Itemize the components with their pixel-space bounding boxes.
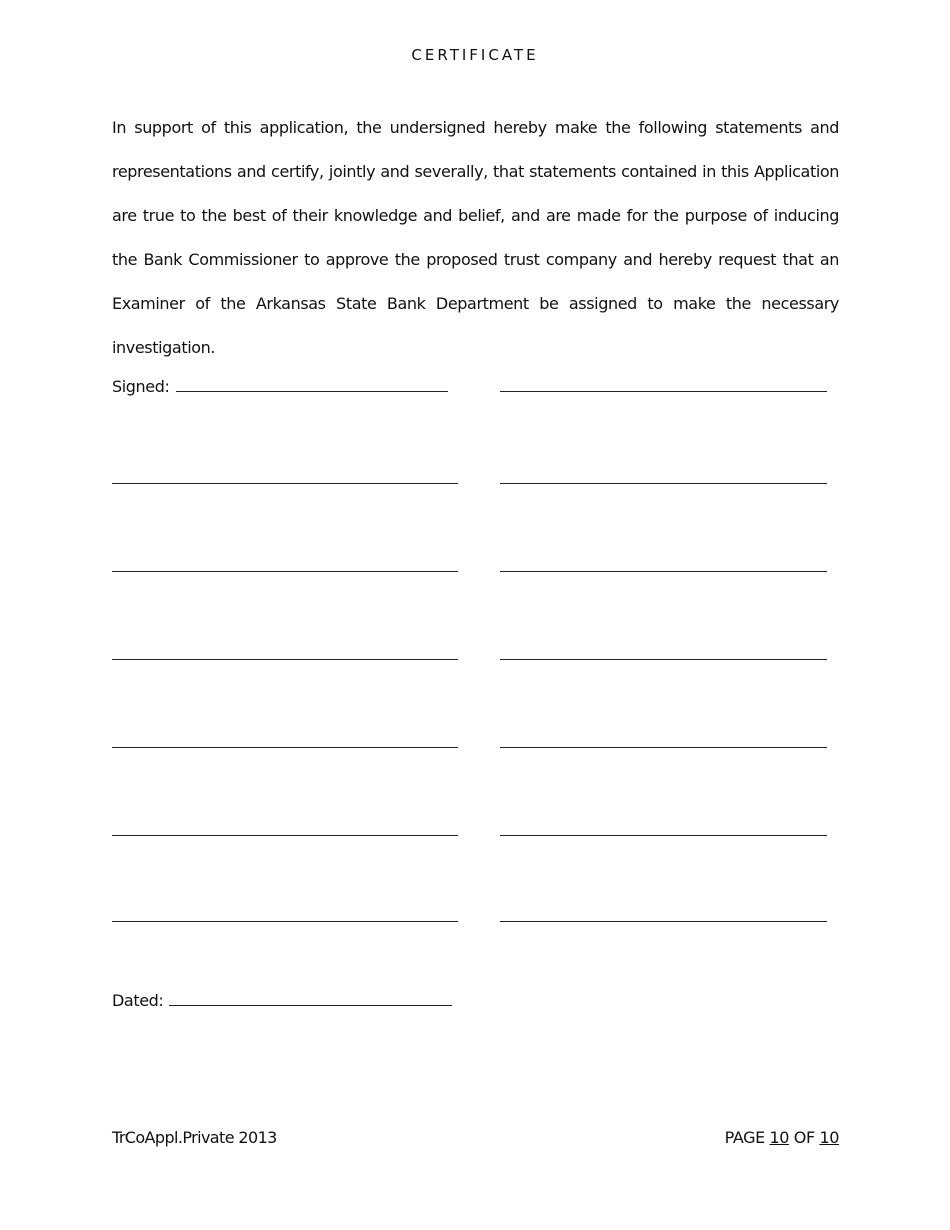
signature-rule[interactable] (500, 645, 827, 660)
dated-line[interactable] (112, 990, 452, 1012)
signed-line-1[interactable] (112, 376, 448, 398)
signature-rule[interactable] (500, 469, 827, 484)
signature-line-6[interactable] (500, 556, 827, 578)
of-word: OF (793, 1128, 815, 1147)
page-title: CERTIFICATE (411, 46, 539, 64)
signature-rule[interactable] (112, 821, 458, 836)
signature-line-12[interactable] (500, 820, 827, 842)
page-total: 10 (819, 1128, 839, 1147)
signature-line-11[interactable] (112, 820, 458, 842)
footer-form-id: TrCoAppl.Private 2013 (112, 1128, 277, 1147)
signature-line-9[interactable] (112, 732, 458, 754)
signature-line-3[interactable] (112, 468, 458, 490)
signature-rule[interactable] (500, 733, 827, 748)
signature-rule[interactable] (500, 377, 827, 392)
signature-line-8[interactable] (500, 644, 827, 666)
signature-rule[interactable] (500, 557, 827, 572)
signature-rule[interactable] (112, 733, 458, 748)
signature-line-14[interactable] (500, 906, 827, 928)
signature-rule[interactable] (500, 907, 827, 922)
signature-rule[interactable] (176, 377, 448, 392)
certificate-body: In support of this application, the undersigned hereby make the following statements and representations and certify, jointly and severally, that statements contained in this Application are true to the best of their knowledge and belief, and are made for the purpose of inducing the Bank Commissioner to approve the proposed trust company and hereby request that an Examiner of the Arkansas State Bank Department be assigned to make the necessary investigation. (112, 118, 839, 357)
signed-label: Signed: (112, 377, 170, 396)
signature-rule[interactable] (112, 645, 458, 660)
date-rule[interactable] (169, 991, 452, 1006)
signature-line-2[interactable] (500, 376, 827, 398)
signature-rule[interactable] (500, 821, 827, 836)
signature-line-5[interactable] (112, 556, 458, 578)
signature-line-4[interactable] (500, 468, 827, 490)
dated-label: Dated: (112, 991, 164, 1010)
signature-line-10[interactable] (500, 732, 827, 754)
signature-line-13[interactable] (112, 906, 458, 928)
page-current: 10 (769, 1128, 790, 1147)
signature-line-7[interactable] (112, 644, 458, 666)
signature-rule[interactable] (112, 907, 458, 922)
signature-rule[interactable] (112, 557, 458, 572)
page-word: PAGE (724, 1128, 765, 1147)
footer-page-number (725, 1128, 839, 1147)
signature-rule[interactable] (112, 469, 458, 484)
